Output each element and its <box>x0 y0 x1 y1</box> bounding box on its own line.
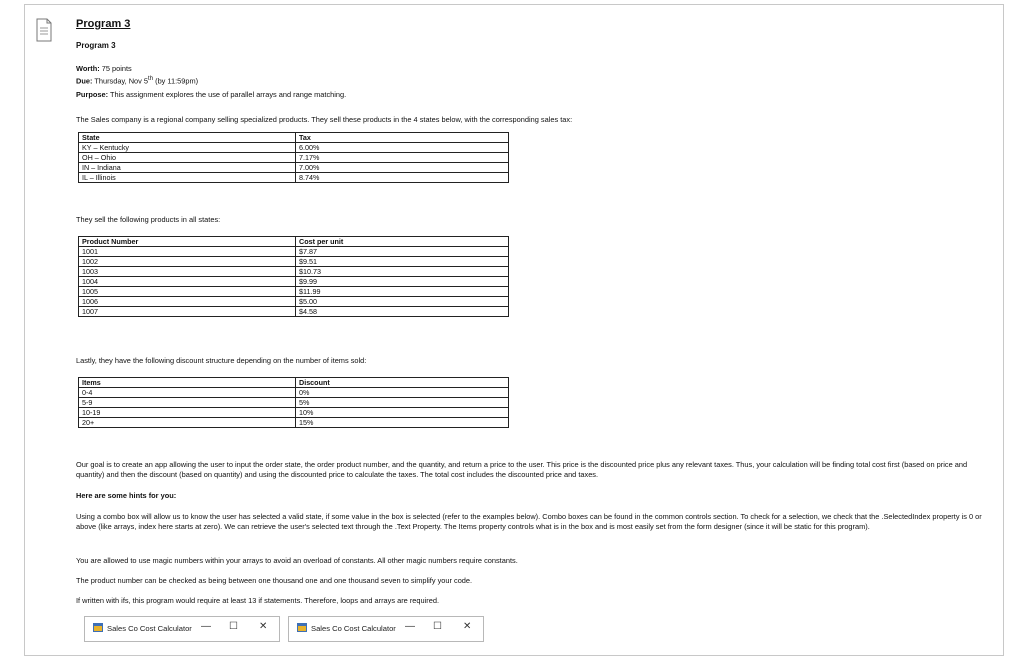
hint-paragraph: The product number can be checked as being between one thousand one and one thousand seven to simplify your code. <box>76 576 473 585</box>
table-header-row <box>79 237 509 247</box>
worth-value: 75 points <box>101 64 132 73</box>
table-cell: $9.51 <box>296 257 509 267</box>
table-cell: $5.00 <box>296 297 509 307</box>
purpose-label: Purpose: <box>76 90 109 99</box>
table-cell: 0% <box>296 388 509 398</box>
window-title: Sales Co Cost Calculator <box>311 624 396 633</box>
tax-table <box>78 132 509 183</box>
hint-paragraph: Using a combo box will allow us to know the user has selected a valid state, if some value in the box is selected (refer to the examples below). Combo boxes can be found in the common controls section. To check for a selection, we check that the .SelectedIndex property is 0 or above (like arrays, index here starts at zero). We can retrieve the user's selected text through the .Text Property. The Items property controls what is in the box and is most easily set from the form designer (since it will be static for this program). <box>76 512 982 531</box>
table-row <box>79 163 509 173</box>
hint-paragraph: If written with ifs, this program would require at least 13 if statements. Therefore, loops and arrays are required. <box>76 596 439 605</box>
table-row <box>79 297 509 307</box>
table-header: Product Number <box>79 237 296 247</box>
maximize-button[interactable]: ☐ <box>229 621 238 632</box>
table-header: State <box>79 133 296 143</box>
minimize-button[interactable]: — <box>405 621 415 632</box>
calculator-window[interactable] <box>288 616 484 642</box>
table-header-row <box>79 133 509 143</box>
table-row <box>79 408 509 418</box>
discount-table <box>78 377 509 428</box>
table-cell: 1006 <box>79 297 296 307</box>
table-row <box>79 153 509 163</box>
table-row <box>79 173 509 183</box>
table-cell: 7.00% <box>296 163 509 173</box>
product-table <box>78 236 509 317</box>
table-cell: 10-19 <box>79 408 296 418</box>
page-title[interactable]: Program 3 <box>76 18 131 30</box>
hints-heading: Here are some hints for you: <box>76 491 177 500</box>
worth-line <box>76 64 132 73</box>
table-cell: 7.17% <box>296 153 509 163</box>
table-cell: 1002 <box>79 257 296 267</box>
table-cell: $7.87 <box>296 247 509 257</box>
table-header: Items <box>79 378 296 388</box>
table-header-row <box>79 378 509 388</box>
table-cell: 1005 <box>79 287 296 297</box>
table-row <box>79 143 509 153</box>
due-date-suffix: th <box>148 76 154 82</box>
due-time: (by 11:59pm) <box>155 76 199 86</box>
table-cell: 1004 <box>79 277 296 287</box>
table-row <box>79 257 509 267</box>
table-cell: 1007 <box>79 307 296 317</box>
table-cell: OH – Ohio <box>79 153 296 163</box>
worth-label: Worth: <box>76 64 100 73</box>
due-line <box>76 76 198 85</box>
table-row <box>79 307 509 317</box>
document-subtitle: Program 3 <box>76 41 116 50</box>
table-cell: $9.99 <box>296 277 509 287</box>
table-cell: 8.74% <box>296 173 509 183</box>
table-row <box>79 277 509 287</box>
table-cell: KY – Kentucky <box>79 143 296 153</box>
table-cell: IL – Illinois <box>79 173 296 183</box>
intro-text: The Sales company is a regional company selling specialized products. They sell these products in the 4 states below, with the corresponding sales tax: <box>76 115 573 124</box>
table-header: Discount <box>296 378 509 388</box>
table-row <box>79 398 509 408</box>
table-cell: $4.58 <box>296 307 509 317</box>
minimize-button[interactable]: — <box>201 621 211 632</box>
app-icon <box>93 623 103 632</box>
purpose-text: This assignment explores the use of parallel arrays and range matching. <box>109 90 347 99</box>
window-title: Sales Co Cost Calculator <box>107 624 192 633</box>
discount-intro-text: Lastly, they have the following discount structure depending on the number of items sold: <box>76 356 367 365</box>
table-cell: 5% <box>296 398 509 408</box>
products-intro-text: They sell the following products in all states: <box>76 215 221 224</box>
table-row <box>79 418 509 428</box>
close-button[interactable]: ✕ <box>463 621 472 632</box>
document-icon <box>36 18 52 42</box>
due-label: Due: <box>76 76 93 86</box>
maximize-button[interactable]: ☐ <box>433 621 442 632</box>
table-cell: 10% <box>296 408 509 418</box>
table-cell: 6.00% <box>296 143 509 153</box>
purpose-line <box>76 90 346 99</box>
app-icon <box>297 623 307 632</box>
table-cell: 20+ <box>79 418 296 428</box>
table-cell: 5-9 <box>79 398 296 408</box>
goal-paragraph: Our goal is to create an app allowing the user to input the order state, the order product number, and the quantity, and return a price to the user. This price is the discounted price plus any relevant taxes. Thus, your calculation will be finding total cost first (based on price and quantity) and then the discount (based on quantity) and using the discounted price to calculate the taxes. The total cost includes the discounted price and taxes. <box>76 460 968 479</box>
close-button[interactable]: ✕ <box>259 621 268 632</box>
table-header: Tax <box>296 133 509 143</box>
calculator-window[interactable] <box>84 616 280 642</box>
hint-paragraph: You are allowed to use magic numbers within your arrays to avoid an overload of constants. All other magic numbers require constants. <box>76 556 518 565</box>
table-header: Cost per unit <box>296 237 509 247</box>
table-row <box>79 247 509 257</box>
due-date: Thursday, Nov 5 <box>94 76 149 86</box>
table-cell: $10.73 <box>296 267 509 277</box>
table-cell: IN – Indiana <box>79 163 296 173</box>
table-cell: 1003 <box>79 267 296 277</box>
table-row <box>79 287 509 297</box>
table-cell: 0-4 <box>79 388 296 398</box>
table-row <box>79 267 509 277</box>
table-row <box>79 388 509 398</box>
table-cell: 15% <box>296 418 509 428</box>
table-cell: $11.99 <box>296 287 509 297</box>
table-cell: 1001 <box>79 247 296 257</box>
